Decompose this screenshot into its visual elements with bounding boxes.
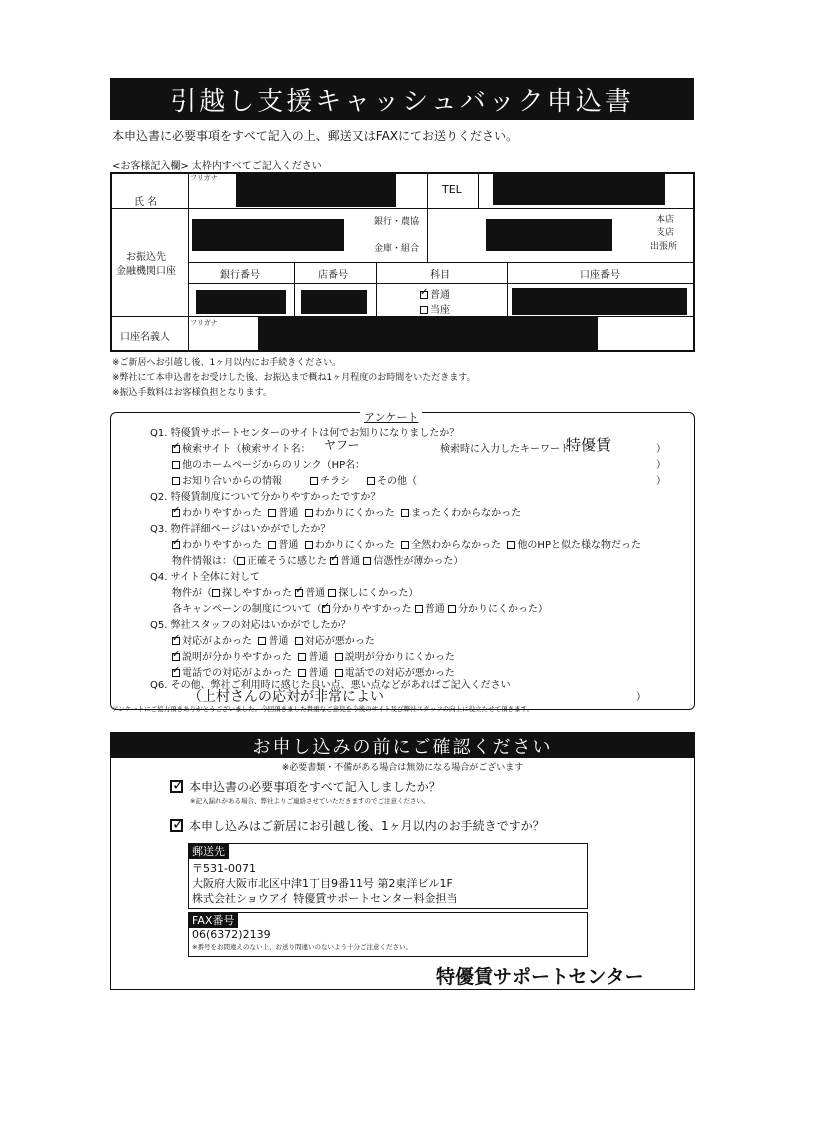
note-2: ※弊社にて本申込書をお受けした後、お振込まで概ね1ヶ月程度のお時間をいただきます。 [112, 373, 476, 383]
q1-close-3: ） [656, 476, 666, 487]
center-name: 特優賃サポートセンター [436, 966, 644, 988]
q1-option-flyer[interactable]: チラシ [310, 472, 350, 487]
survey-heading: アンケート [360, 409, 422, 425]
q1-text: Q1. 特優賃サポートセンターのサイトは何でお知りになりましたか？ [150, 428, 460, 439]
q3-info-opt3-checkbox[interactable] [363, 557, 371, 565]
check-2-checkbox[interactable] [170, 819, 183, 832]
q1-option-friend[interactable]: お知り合いからの情報 [172, 472, 282, 487]
q3-text: Q3. 物件詳細ページはいかがでしたか？ [150, 524, 331, 535]
name-redacted [236, 172, 396, 207]
q2-opt3-checkbox[interactable] [305, 509, 313, 517]
current-checkbox[interactable] [420, 306, 428, 314]
confirm-subheading: ※必要書類・不備がある場合は無効になる場合がございます [281, 763, 524, 773]
mail-company: 株式会社ショウアイ 特優賃サポートセンター料金担当 [192, 892, 458, 905]
q3-info: 物件情報は：（ 正確そうに感じた ✓ 普通 信憑性が薄かった） [172, 552, 463, 567]
holder-redacted [258, 316, 598, 350]
q3-opt4-checkbox[interactable] [401, 541, 409, 549]
q1-keyword-label: 検索時に入力したキーワード： [440, 444, 580, 455]
q4-sub1-opt2-checkbox[interactable] [295, 589, 303, 597]
q5-r1-opt1-checkbox[interactable] [172, 637, 180, 645]
q2-options: ✓わかりやすかった 普通 わかりにくかった まったくわからなかった [172, 504, 521, 519]
q5-row1: ✓対応がよかった 普通 対応が悪かった [172, 632, 375, 647]
ordinary-checkbox[interactable] [420, 291, 428, 299]
bank-no-redacted [196, 290, 286, 314]
q6-text: Q6. その他、弊社ご利用時に感じた良い点、悪い点などがあればご記入ください [150, 680, 511, 691]
col-subject: 科目 [430, 270, 450, 281]
bank-name-redacted [192, 219, 344, 251]
q3-opt5-checkbox[interactable] [507, 541, 515, 549]
bank-label-1: お振込先 [126, 252, 166, 263]
fax-number: 06(6372)2139 [192, 928, 271, 941]
survey-footer: アンケートにご協力頂きありがとうございました。今回頂きました貴重なご意見を今後のサイト及び弊社スタッフの向上に役立たせて頂きます。 [112, 705, 534, 713]
q1-search-answer: ヤフー [324, 438, 360, 452]
q1-option-search[interactable]: ✓検索サイト（検索サイト名： [172, 440, 311, 455]
holder-label: 口座名義人 [120, 332, 170, 343]
q4-sub1-opt1-checkbox[interactable] [212, 589, 220, 597]
fax-note: ※番号をお間違えのない上、お送り間違いのないよう十分ご注意ください。 [192, 943, 412, 951]
name-label: 氏 名 [134, 197, 158, 208]
q2-opt2-checkbox[interactable] [268, 509, 276, 517]
branch-name-redacted [486, 219, 612, 251]
check-1-checkbox[interactable] [170, 780, 183, 793]
bank-suffix-top: 銀行・農協 [374, 217, 420, 227]
col-bank-no: 銀行番号 [220, 270, 260, 281]
q3-info-opt2-checkbox[interactable] [330, 557, 338, 565]
bank-suffix-bottom: 金庫・組合 [374, 244, 420, 254]
check-1-note: ※記入漏れがある場合、弊社よりご連絡させていただきますのでご注意ください。 [190, 797, 430, 805]
q1-flyer-checkbox[interactable] [310, 477, 318, 485]
q1-link-checkbox[interactable] [172, 461, 180, 469]
q4-sub1-opt3-checkbox[interactable] [328, 589, 336, 597]
mail-label: 郵送先 [188, 843, 229, 859]
branch-suffix-bottom: 出張所 [650, 242, 678, 252]
confirm-heading: お申し込みの前にご確認ください [252, 737, 553, 758]
q3-options: ✓わかりやすかった 普通 わかりにくかった 全然わからなかった 他のHPと似た様な物だった [172, 536, 641, 551]
q1-option-link[interactable]: 他のホームページからのリンク（HP名： [172, 456, 365, 471]
branch-suffix-mid: 支店 [656, 228, 675, 238]
q2-opt1-checkbox[interactable] [172, 509, 180, 517]
q1-other-checkbox[interactable] [367, 477, 375, 485]
q6-close: ） [636, 692, 646, 703]
q5-r2-opt3-checkbox[interactable] [335, 653, 343, 661]
q5-r2-opt1-checkbox[interactable] [172, 653, 180, 661]
form-title: 引越し支援キャッシュバック申込書 [110, 78, 694, 120]
q4-text: Q4. サイト全体に対して [150, 572, 260, 583]
q3-opt1-checkbox[interactable] [172, 541, 180, 549]
bank-label-2: 金融機関口座 [116, 266, 176, 277]
tel-label: TEL [442, 183, 462, 196]
q1-option-other[interactable]: その他（ [367, 472, 417, 487]
q2-text: Q2. 特優賃制度について分かりやすかったですか？ [150, 492, 381, 503]
q3-opt3-checkbox[interactable] [305, 541, 313, 549]
q5-r1-opt3-checkbox[interactable] [295, 637, 303, 645]
q4-sub2-opt1-checkbox[interactable] [322, 605, 330, 613]
col-branch-no: 店番号 [318, 270, 348, 281]
q5-row2: ✓説明が分かりやすかった 普通 説明が分かりにくかった [172, 648, 455, 663]
furigana-label: フリガナ [190, 174, 218, 182]
q5-text: Q5. 弊社スタッフの対応はいかがでしたか？ [150, 620, 351, 631]
mail-address: 大阪府大阪市北区中津1丁目9番11号 第2東洋ビル1F [192, 877, 453, 890]
q3-opt2-checkbox[interactable] [268, 541, 276, 549]
note-1: ※ご新居へお引越し後、1ヶ月以内にお手続きください。 [112, 358, 342, 368]
q5-r2-opt2-checkbox[interactable] [298, 653, 306, 661]
q1-search-checkbox[interactable] [172, 445, 180, 453]
holder-furigana-label: フリガナ [190, 319, 218, 327]
q3-info-opt1-checkbox[interactable] [237, 557, 245, 565]
subject-current[interactable]: 当座 [420, 301, 450, 316]
q5-r1-opt2-checkbox[interactable] [258, 637, 266, 645]
branch-suffix-top: 本店 [656, 215, 675, 225]
q4-sub2: 各キャンペーンの制度について（✓ 分かりやすかった 普通 分かりにくかった） [172, 600, 548, 615]
tel-redacted [493, 172, 665, 205]
col-account-no: 口座番号 [580, 270, 620, 281]
q1-keyword-answer: 特優賃 [566, 436, 612, 454]
q4-sub2-opt3-checkbox[interactable] [448, 605, 456, 613]
note-3: ※振込手数料はお客様負担となります。 [112, 388, 272, 398]
q4-sub1: 物件が（ 探しやすかった ✓ 普通 探しにくかった） [172, 584, 418, 599]
intro-text: 本申込書に必要事項をすべて記入の上、郵送又はFAXにてお送りください。 [112, 129, 518, 143]
q6-answer: （上村さんの応対が非常によい [188, 689, 384, 705]
subject-ordinary[interactable]: ✓普通 [420, 286, 450, 301]
q5-row3: ✓電話での対応がよかった 普通 電話での対応が悪かった [172, 664, 455, 679]
check-2[interactable]: ✓本申し込みはご新居にお引越し後、1ヶ月以内のお手続きですか？ [170, 817, 545, 834]
fax-label: FAX番号 [188, 912, 238, 928]
q1-close-2: ） [656, 460, 666, 471]
q1-friend-checkbox[interactable] [172, 477, 180, 485]
customer-section-label: <お客様記入欄> 太枠内すべてご記入ください [112, 161, 322, 172]
q2-opt4-checkbox[interactable] [401, 509, 409, 517]
q1-close-1: ） [656, 444, 666, 455]
account-no-redacted [512, 288, 687, 315]
q4-sub2-opt2-checkbox[interactable] [415, 605, 423, 613]
check-1[interactable]: ✓本申込書の必要事項をすべて記入しましたか？ [170, 778, 441, 795]
branch-no-redacted [301, 290, 367, 314]
postal-code: 〒531-0071 [192, 862, 256, 875]
